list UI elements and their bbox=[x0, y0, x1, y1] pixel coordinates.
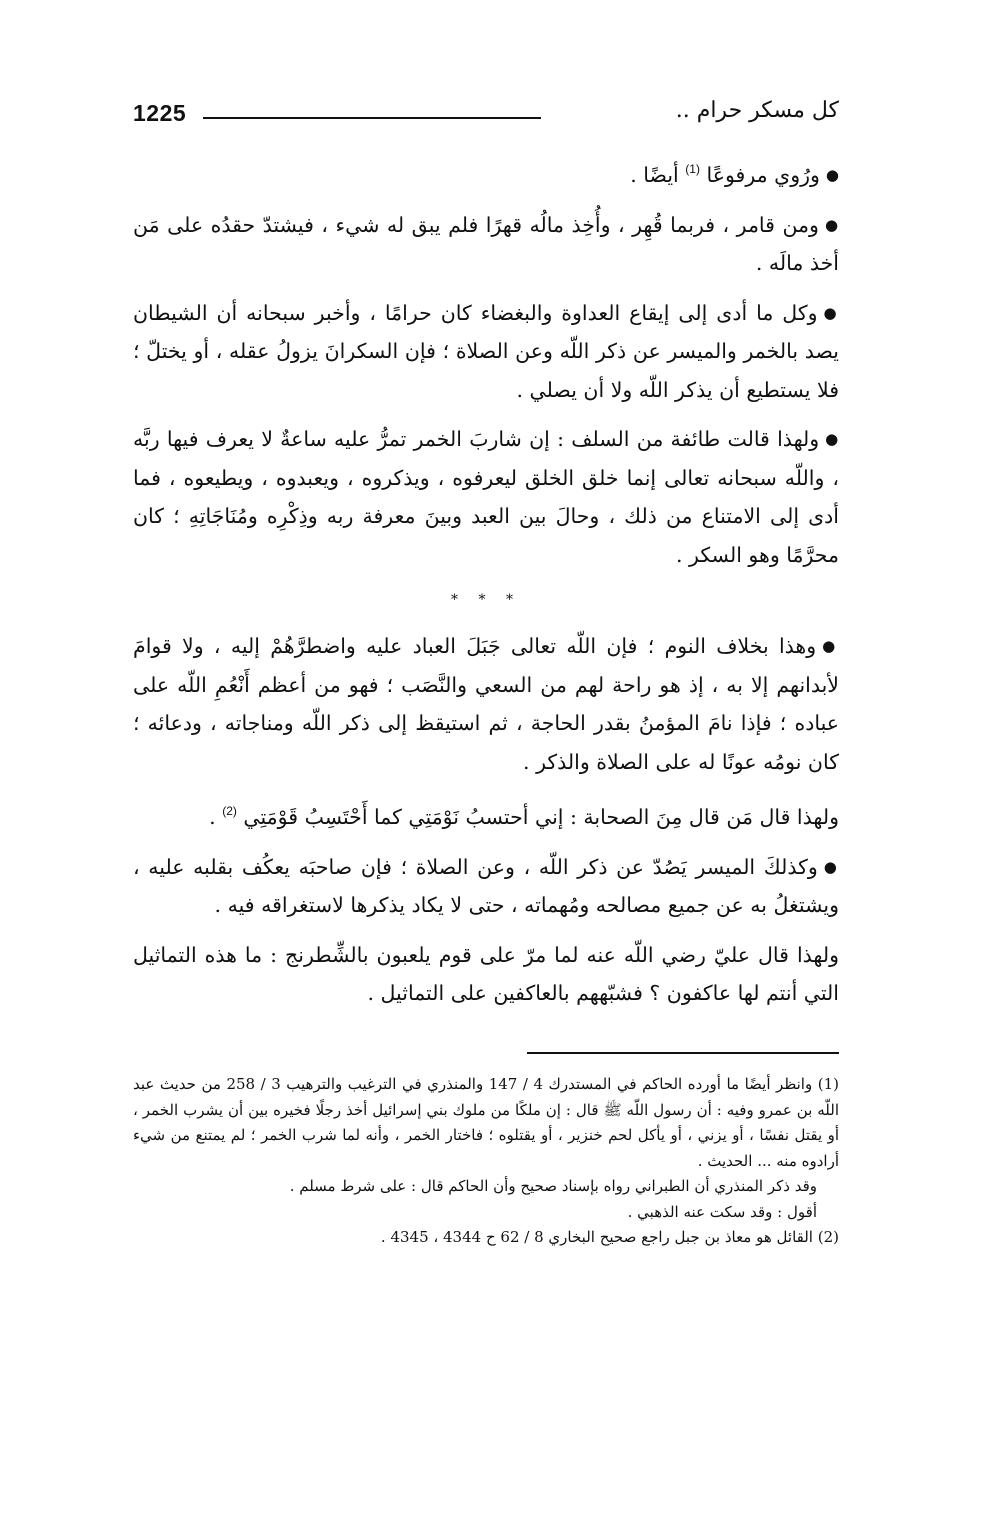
header-rule bbox=[203, 117, 541, 119]
paragraph-1: ●ورُوي مرفوعًا $^{(1)}$ أيضًا . bbox=[630, 162, 839, 187]
paragraph-8: ولهذا قال عليّ رضي اللّه عنه لما مرّ على قوم يلعبون بالشِّطرنج : ما هذه التماثيل التي أنتم لها عاكفون ؟ فشبّههم بالعاكفين على التماثيل . bbox=[133, 942, 839, 1005]
paragraph-3: ●وكل ما أدى إلى إيقاع العداوة والبغضاء كان حرامًا ، وأخبر سبحانه أن الشيطان يصد بالخمر والميسر عن ذكر اللّه وعن الصلاة ؛ فإن السكرانَ يزولُ عقله ، أو يختلّ ؛ فلا يستطيع أن يذكر اللّه ولا أن يصلي . bbox=[133, 300, 839, 402]
paragraph-2: ●ومن قامر ، فربما قُهِر ، وأُخِذ مالُه قهرًا فلم يبق له شيء ، فيشتدّ حقدُه على مَن أخذ مالَه . bbox=[133, 212, 839, 275]
bullet-icon: ● bbox=[825, 430, 839, 448]
bullet-icon: ● bbox=[823, 857, 839, 876]
footnote-1-continuation: أقول : وقد سكت عنه الذهبي . bbox=[627, 1202, 817, 1221]
footnote-rule bbox=[527, 1052, 839, 1054]
page-number: 1225 bbox=[133, 100, 187, 126]
bullet-icon: ● bbox=[825, 166, 839, 184]
footnote-2: (2) القائل هو معاذ بن جبل راجع صحيح البخاري 8 / 62 ح 4344 ، 4345 . bbox=[380, 1228, 839, 1246]
page-header bbox=[133, 96, 839, 136]
footnote-ref-1: (1) bbox=[685, 162, 700, 176]
footnote-ref-2: (2) bbox=[222, 804, 237, 818]
bullet-icon: ● bbox=[823, 303, 839, 322]
paragraph-5: ●وهذا بخلاف النوم ؛ فإن اللّه تعالى جَبَلَ العباد عليه واضطرَّهُمْ إليه ، ولا قوامَ لأبدانهم إلا به ، إذ هو راحة لهم من السعي والنَّصَب ؛ فهو من أعظم أَنْعُمِ اللّه على عباده ؛ فإذا نامَ المؤمنُ بقدر الحاجة ، ثم استيقظ إلى ذكر اللّه ومناجاته ، ودعائه ؛ كان نومُه عونًا له على الصلاة والذكر . bbox=[133, 634, 839, 774]
section-separator: * * * bbox=[451, 592, 521, 608]
body-text bbox=[133, 150, 839, 1024]
footnote-1: (1) وانظر أيضًا ما أورده الحاكم في المستدرك 4 / 147 والمنذري في الترغيب والترهيب 3 / 258 من حديث عبد اللّه بن عمرو وفيه : أن رسول اللّه ﷺ قال : إن ملكًا من ملوك بني إسرائيل أخذ رجلًا فخيره بين أن يشرب الخمر ، أو يقتل نفسًا ، أو يزني ، أو يأكل لحم خنزير ، أو يقتلوه ؛ فاختار الخمر ، وأنه لما شرب الخمر ؛ لم يمتنع من شيء أرادوه منه ... الحديث . bbox=[133, 1075, 840, 1170]
footnote-1-continuation: وقد ذكر المنذري أن الطبراني رواه بإسناد صحيح وأن الحاكم قال : على شرط مسلم . bbox=[289, 1177, 817, 1195]
bullet-icon: ● bbox=[822, 637, 839, 655]
paragraph-7: ●وكذلكَ الميسر يَصُدّ عن ذكر اللّه ، وعن الصلاة ؛ فإن صاحبَه يعكُف بقلبه عليه ، ويشتغلُ به عن جميع مصالحه ومُهماته ، حتى لا يكاد يذكرها لاستغراقه فيه . bbox=[133, 854, 839, 917]
running-title: كل مسكر حرام .. bbox=[675, 98, 839, 123]
footnotes bbox=[133, 1072, 839, 1251]
paragraph-6: ولهذا قال مَن قال مِنَ الصحابة : إني أحتسبُ نَوْمَتِي كما أَحْتَسِبُ قَوْمَتِي $^{(2)}$ . bbox=[209, 804, 839, 829]
bullet-icon: ● bbox=[824, 215, 839, 234]
paragraph-4: ●ولهذا قالت طائفة من السلف : إن شاربَ الخمر تمرُّ عليه ساعةٌ لا يعرف فيها ربَّه ، واللّه سبحانه تعالى إنما خلق الخلق ليعرفوه ، ويذكروه ، ويعبدوه ، ويطيعوه ، فما أدى إلى الامتناع من ذلك ، وحالَ بين العبد وبينَ معرفة ربه وذِكْرِه ومُنَاجَاتِهِ ؛ كان محرَّمًا وهو السكر . bbox=[133, 427, 839, 567]
